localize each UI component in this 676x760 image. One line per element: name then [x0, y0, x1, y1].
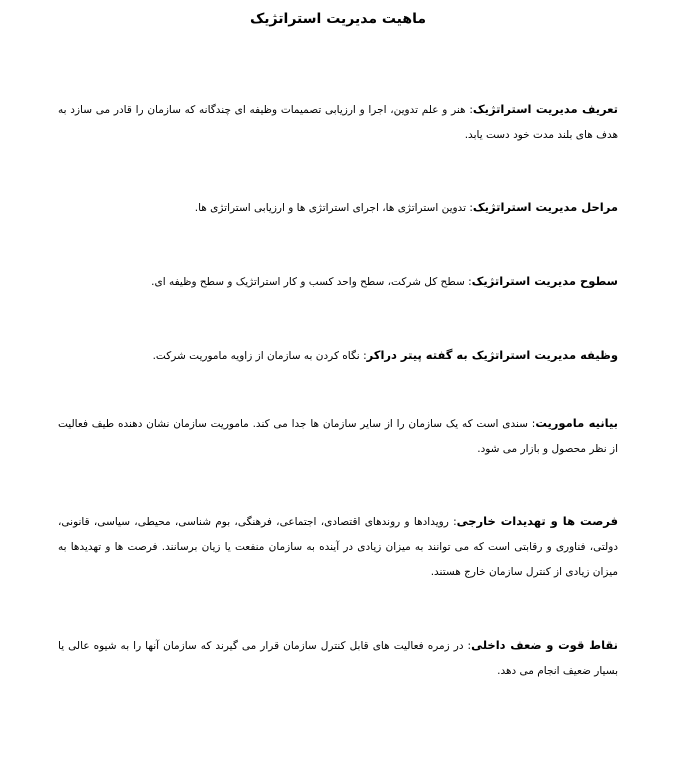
paragraph-drucker-task: وظیفه مدیریت استراتژیک به گفته پیتر دراکر: نگاه کردن به سازمان از زاویه ماموریت شرکت. — [152, 347, 618, 362]
paragraph-body: تدوین استراتژی ها، اجرای استراتژی ها و ارزیابی استراتژی ها. — [194, 201, 466, 214]
paragraph-heading: فرصت ها و تهدیدات خارجی — [456, 513, 618, 528]
page-title: ماهیت مدیریت استراتژیک — [249, 11, 427, 27]
paragraph-strategic-management-definition: تعریف مدیریت استراتژیک: هنر و علم تدوین، اجرا و ارزیابی تصمیمات وظیفه ای چندگانه که سازمان را قادر می سازد به هدف های بلند مدت خود دست یابد. — [58, 101, 618, 141]
paragraph-body: رویدادها و روندهای اقتصادی، اجتماعی، فرهنگی، بوم شناسی، محیطی، سیاسی، قانونی، دولتی، فناوری و رقابتی است که می توانند به میزان زیادی در آینده به سازمان منفعت یا زیان برسانند. فرصت ها و تهدیدها به میزان زیادی از کنترل سازمان خارج هستند. — [58, 515, 618, 578]
paragraph-heading: تعریف مدیریت استراتژیک — [472, 101, 618, 116]
paragraph-external-opportunities-threats: فرصت ها و تهدیدات خارجی: رویدادها و روندهای اقتصادی، اجتماعی، فرهنگی، بوم شناسی، محیطی، سیاسی، قانونی، دولتی، فناوری و رقابتی است که می توانند به میزان زیادی در آینده به سازمان منفعت یا زیان برسانند. فرصت ها و تهدیدها به میزان زیادی از کنترل سازمان خارج هستند. — [58, 513, 618, 578]
paragraph-heading: وظیفه مدیریت استراتژیک به گفته پیتر دراکر — [366, 347, 618, 362]
paragraph-body: سطح کل شرکت، سطح واحد کسب و کار استراتژیک و سطح وظیفه ای. — [151, 275, 465, 288]
paragraph-body: سندی است که یک سازمان را از سایر سازمان ها جدا می کند. ماموریت سازمان نشان دهنده طیف فعالیت از نظر محصول و بازار می شود. — [58, 417, 618, 455]
paragraph-body: در زمره فعالیت های قابل کنترل سازمان قرار می گیرند که سازمان آنها را به شیوه عالی یا بسیار ضعیف انجام می دهد. — [58, 639, 618, 677]
paragraph-body: هنر و علم تدوین، اجرا و ارزیابی تصمیمات وظیفه ای چندگانه که سازمان را قادر می سازد به هدف های بلند مدت خود دست یابد. — [58, 103, 618, 141]
paragraph-internal-strengths-weaknesses: نقاط قوت و ضعف داخلی: در زمره فعالیت های قابل کنترل سازمان قرار می گیرند که سازمان آنها را به شیوه عالی یا بسیار ضعیف انجام می دهد. — [58, 637, 618, 677]
paragraph-heading: مراحل مدیریت استراتژیک — [472, 199, 618, 214]
paragraph-strategic-management-levels: سطوح مدیریت استراتژیک: سطح کل شرکت، سطح واحد کسب و کار استراتژیک و سطح وظیفه ای. — [151, 273, 618, 288]
paragraph-heading: نقاط قوت و ضعف داخلی — [471, 637, 618, 652]
paragraph-heading: سطوح مدیریت استراتژیک — [471, 273, 618, 288]
paragraph-mission-statement: بیانیه ماموریت: سندی است که یک سازمان را از سایر سازمان ها جدا می کند. ماموریت سازمان نشان دهنده طیف فعالیت از نظر محصول و بازار می شود. — [58, 415, 618, 455]
paragraph-body: نگاه کردن به سازمان از زاویه ماموریت شرکت. — [152, 349, 360, 362]
paragraph-strategic-management-stages: مراحل مدیریت استراتژیک: تدوین استراتژی ها، اجرای استراتژی ها و ارزیابی استراتژی ها. — [194, 199, 618, 214]
paragraph-heading: بیانیه ماموریت — [535, 415, 618, 430]
